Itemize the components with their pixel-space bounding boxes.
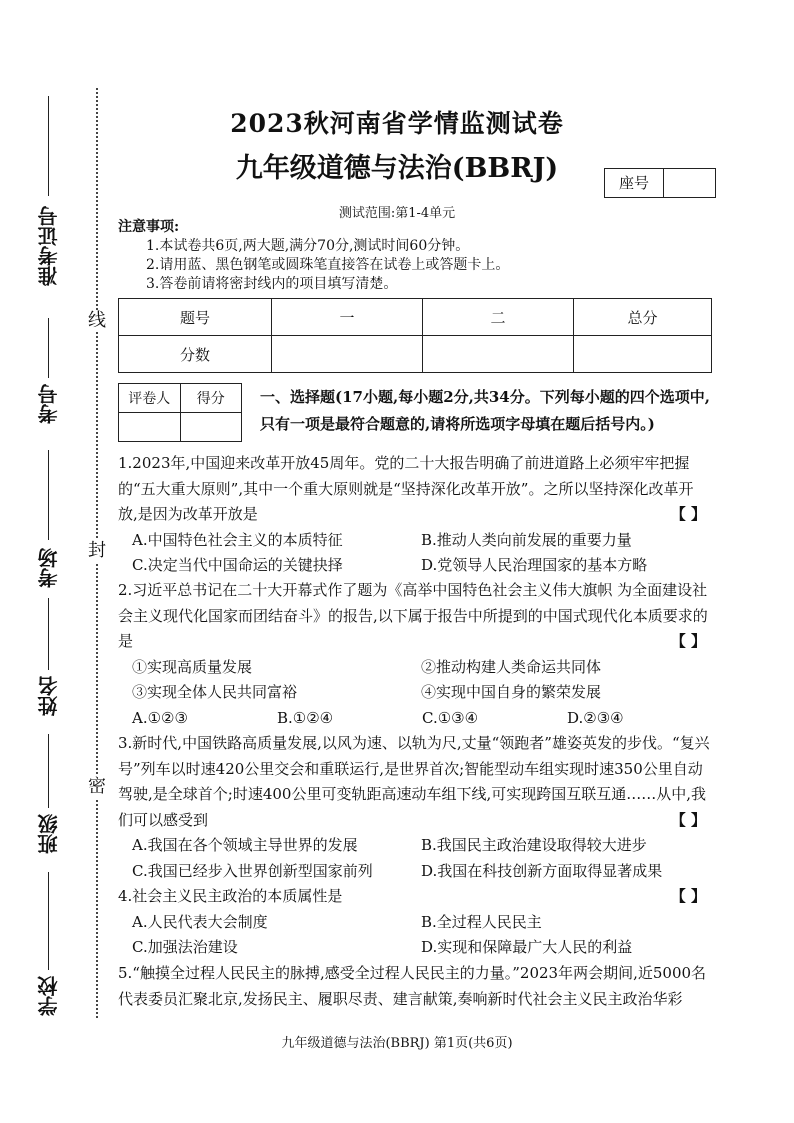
option-c: C.决定当代中国命运的关键抉择 <box>132 556 343 574</box>
statement-3: ③实现全体人民共同富裕 <box>132 683 298 701</box>
field-class: 班级 <box>37 814 61 854</box>
field-name: 姓名 <box>37 676 61 716</box>
question-stem: 2.习近平总书记在二十大开幕式作了题为《高举中国特色社会主义伟大旗帜 为全面建设社会主义现代化国家而团结奋斗》的报告,以下属于报告中所提到的中国式现代化本质要求的是 <box>118 581 708 650</box>
option-a: A.①②③ <box>132 708 188 727</box>
option-b: B.我国民主政治建设取得较大进步 <box>421 836 647 854</box>
option-b: B.全过程人民民主 <box>421 912 542 931</box>
question-2 <box>118 578 712 731</box>
grader-score-cell[interactable] <box>180 413 242 442</box>
field-admission-number: 准考证号 <box>37 206 61 286</box>
score-header-question: 题号 <box>119 299 272 336</box>
statement-2: ②推动构建人类命运共同体 <box>421 657 602 676</box>
answer-bracket[interactable]: 【 】 <box>670 810 706 829</box>
score-row-label: 分数 <box>119 336 272 373</box>
question-stem: 1.2023年,中国迎来改革开放45周年。党的二十大报告明确了前进道路上必须牢牢把握的“五大重大原则”,其中一个重大原则就是“坚持深化改革开放”。之所以坚持深化改革开放,是因为改革开放是 <box>118 454 694 523</box>
score-header-part1: 一 <box>272 299 423 336</box>
notes-heading: 注意事项: <box>118 219 180 235</box>
seal-char-line: 线 <box>88 310 106 331</box>
question-stem: 4.社会主义民主政治的本质属性是 <box>118 887 343 905</box>
score-cell-part2[interactable] <box>423 336 574 373</box>
field-exam-room: 考场 <box>37 548 61 588</box>
option-a: A.我国在各个领域主导世界的发展 <box>132 836 358 854</box>
question-3 <box>118 731 712 884</box>
exam-title: 2023秋河南省学情监测试卷 <box>230 109 564 138</box>
subject-title: 九年级道德与法治(BBRJ) <box>235 153 559 184</box>
option-c: C.我国已经步入世界创新型国家前列 <box>132 861 373 880</box>
option-a: A.中国特色社会主义的本质特征 <box>132 530 343 549</box>
option-c: C.①③④ <box>422 708 479 727</box>
margin-line-4 <box>48 598 49 670</box>
grader-label: 评卷人 <box>119 384 181 413</box>
option-d: D.②③④ <box>567 708 624 727</box>
note-item: 1.本试卷共6页,两大题,满分70分,测试时间60分钟。 <box>146 238 470 254</box>
test-scope: 测试范围:第1-4单元 <box>338 206 456 221</box>
answer-bracket[interactable]: 【 】 <box>670 505 706 523</box>
option-d: D.我国在科技创新方面取得显著成果 <box>421 861 663 880</box>
grader-cell[interactable] <box>119 413 181 442</box>
score-table <box>118 298 712 373</box>
margin-line-3 <box>48 450 49 540</box>
option-b: B.推动人类向前发展的重要力量 <box>421 530 632 549</box>
question-5 <box>118 961 712 1012</box>
seat-number-label: 座号 <box>605 169 664 197</box>
seal-char-seal: 封 <box>88 540 106 561</box>
score-header-part2: 二 <box>423 299 574 336</box>
option-c: C.加强法治建设 <box>132 938 238 956</box>
grader-score-label: 得分 <box>180 384 242 413</box>
note-item: 3.答卷前请将密封线内的项目填写清楚。 <box>146 276 398 292</box>
statement-4: ④实现中国自身的繁荣发展 <box>421 683 602 701</box>
margin-line-5 <box>48 734 49 808</box>
option-a: A.人民代表大会制度 <box>132 912 268 931</box>
seat-number-field[interactable] <box>664 169 715 197</box>
page-footer: 九年级道德与法治(BBRJ) 第1页(共6页) <box>281 1036 513 1051</box>
score-cell-part1[interactable] <box>272 336 423 373</box>
answer-bracket[interactable]: 【 】 <box>670 887 706 905</box>
question-stem: 5.“触摸全过程人民民主的脉搏,感受全过程人民民主的力量。”2023年两会期间,近5000名代表委员汇聚北京,发扬民主、履职尽责、建言献策,奏响新时代社会主义民主政治华彩 <box>118 964 707 1008</box>
notes <box>118 218 509 294</box>
question-4 <box>118 884 712 961</box>
option-d: D.党领导人民治理国家的基本方略 <box>421 556 648 574</box>
margin-line-6 <box>48 872 49 970</box>
question-1 <box>118 451 712 579</box>
margin-line-2 <box>48 318 49 378</box>
field-school: 学校 <box>37 976 61 1016</box>
option-d: D.实现和保障最广大人民的利益 <box>421 938 633 956</box>
question-stem: 3.新时代,中国铁路高质量发展,以风为速、以轨为尺,丈量“领跑者”雄姿英发的步伐。“复兴号”列车以时速420公里交会和重联运行,是世界首次;智能型动车组实现时速350公里自动驾驶,是全球首个;时速400公里可变轨距高速动车组下线,可实现跨国互联互通……从中,我们可以感受到 <box>118 734 710 829</box>
answer-bracket[interactable]: 【 】 <box>670 632 706 650</box>
field-exam-number: 考号 <box>37 384 61 424</box>
grader-table <box>118 383 242 442</box>
statement-1: ①实现高质量发展 <box>132 657 253 676</box>
score-header-total: 总分 <box>574 299 712 336</box>
section-1-heading: 一、选择题(17小题,每小题2分,共34分。下列每小题的四个选项中,只有一项是最符合题意的,请将所选项字母填在题后括号内。) <box>260 388 710 433</box>
seal-char-secret: 密 <box>88 776 106 797</box>
seat-number-box[interactable] <box>604 168 716 198</box>
option-b: B.①②④ <box>277 708 334 727</box>
note-item: 2.请用蓝、黑色钢笔或圆珠笔直接答在试卷上或答题卡上。 <box>146 257 510 273</box>
score-cell-total[interactable] <box>574 336 712 373</box>
